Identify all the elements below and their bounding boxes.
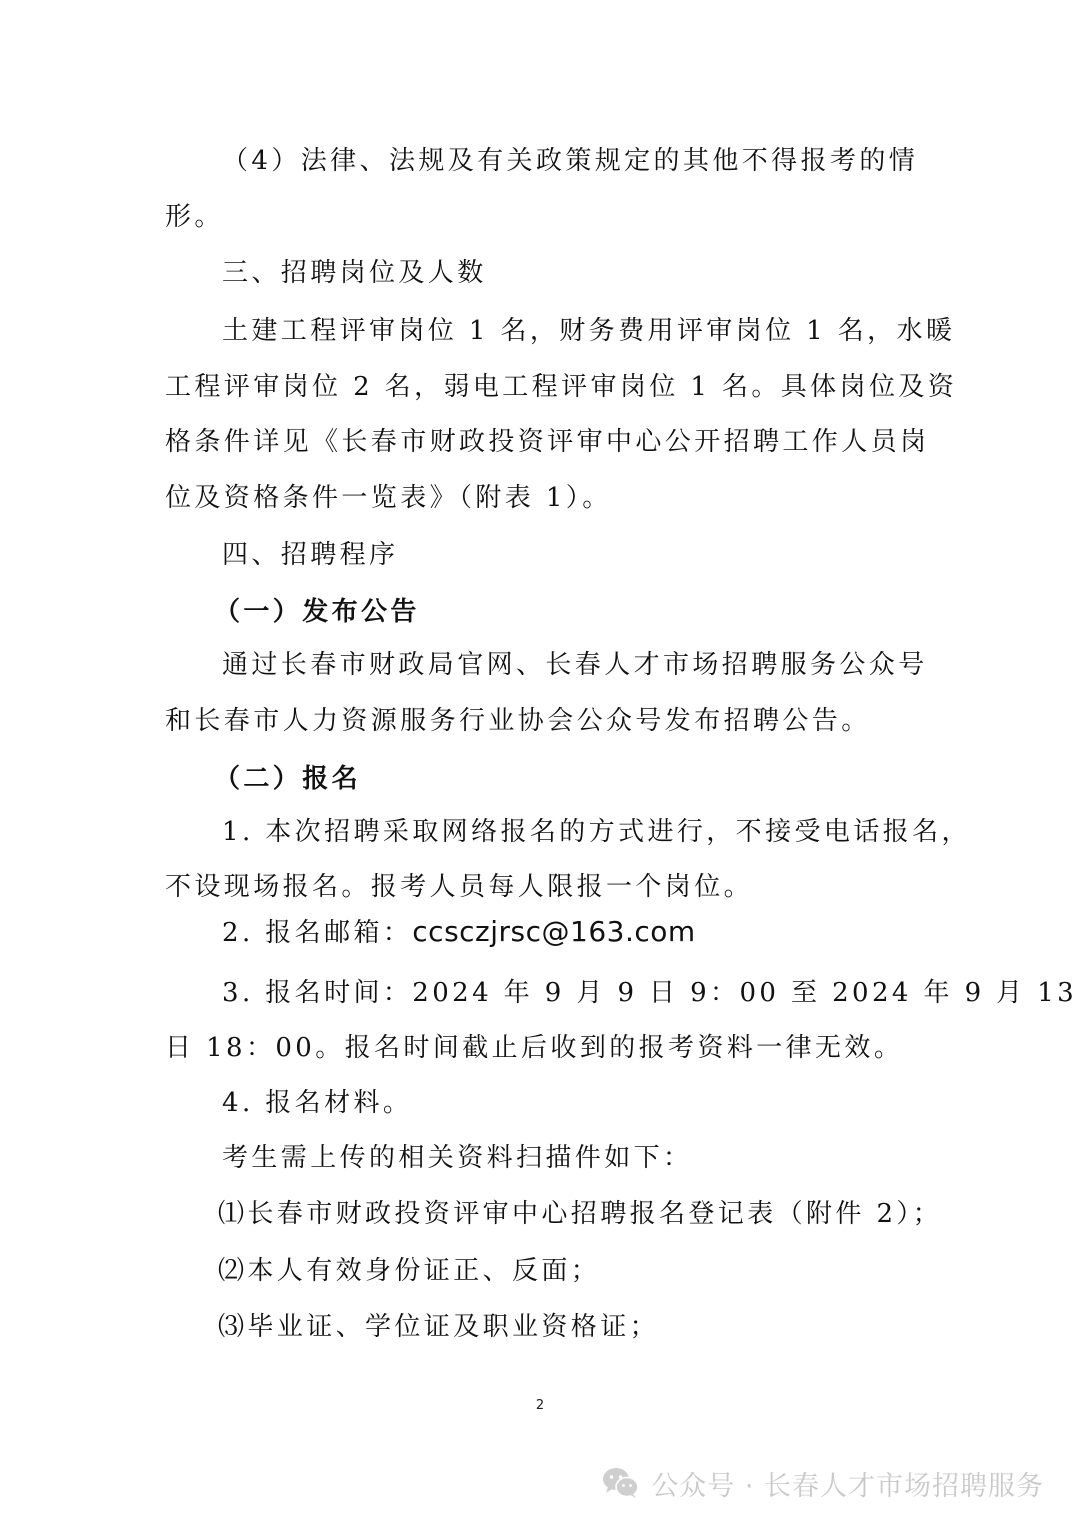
paragraph-line: 日 18：00。报名时间截止后收到的报考资料一律无效。 xyxy=(165,1033,904,1063)
paragraph-line: 土建工程评审岗位 1 名，财务费用评审岗位 1 名，水暖 xyxy=(222,316,956,346)
section-heading-3: 三、招聘岗位及人数 xyxy=(222,258,487,288)
email-address: ccsczjrsc@163.com xyxy=(412,915,696,948)
list-item: ⑶毕业证、学位证及职业资格证； xyxy=(218,1312,660,1342)
paragraph-line: 1. 本次招聘采取网络报名的方式进行，不接受电话报名， xyxy=(222,817,971,847)
paragraph-line: （4）法律、法规及有关政策规定的其他不得报考的情 xyxy=(222,146,919,176)
email-label: 2. 报名邮箱： xyxy=(222,918,413,948)
subsection-heading-announcement: （一）发布公告 xyxy=(214,597,420,627)
page-number: 2 xyxy=(535,1398,545,1413)
paragraph-line: 不设现场报名。报考人员每人限报一个岗位。 xyxy=(165,872,754,902)
subsection-heading-registration: （二）报名 xyxy=(214,764,362,794)
email-line xyxy=(222,915,922,950)
list-item: ⑵本人有效身份证正、反面； xyxy=(218,1256,601,1286)
wechat-watermark xyxy=(601,1458,1044,1508)
paragraph-line: 位及资格条件一览表》（附表 1）。 xyxy=(165,483,612,513)
paragraph-line: 通过长春市财政局官网、长春人才市场招聘服务公众号 xyxy=(222,650,928,680)
watermark-text: 公众号 · 长春人才市场招聘服务 xyxy=(651,1470,1044,1502)
paragraph-line: 4. 报名材料。 xyxy=(222,1088,413,1118)
paragraph-line: 工程评审岗位 2 名，弱电工程评审岗位 1 名。具体岗位及资 xyxy=(165,372,958,402)
paragraph-line: 3. 报名时间：2024 年 9 月 9 日 9：00 至 2024 年 9 月 13 xyxy=(222,978,1078,1008)
paragraph-line: 考生需上传的相关资料扫描件如下： xyxy=(222,1143,693,1173)
paragraph-line: 形。 xyxy=(165,202,224,232)
section-heading-4: 四、招聘程序 xyxy=(222,540,399,570)
paragraph-line: 格条件详见《长春市财政投资评审中心公开招聘工作人员岗 xyxy=(165,427,930,457)
paragraph-line: 和长春市人力资源服务行业协会公众号发布招聘公告。 xyxy=(165,706,871,736)
list-item: ⑴长春市财政投资评审中心招聘报名登记表（附件 2）； xyxy=(218,1199,943,1229)
wechat-icon xyxy=(601,1466,641,1500)
